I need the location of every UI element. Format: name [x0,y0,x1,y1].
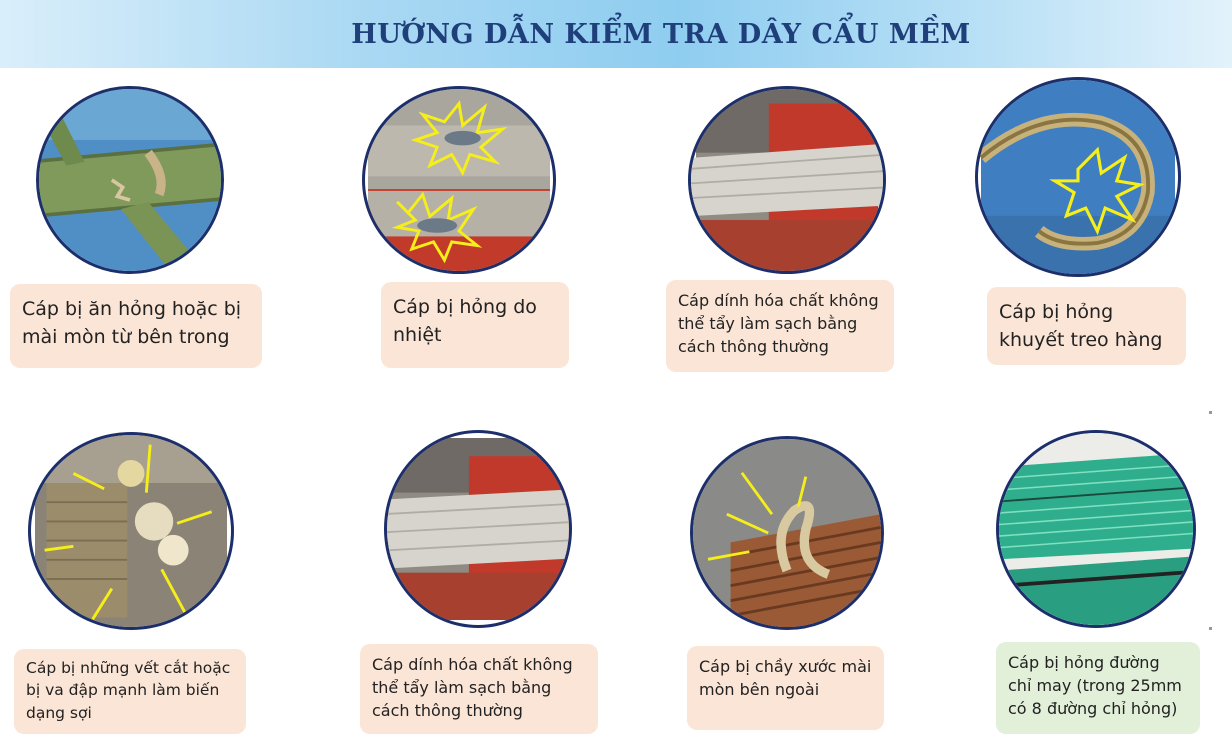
photo-heat-damaged [362,86,556,274]
photo-cut-frayed [28,432,234,630]
decor-dot [1209,627,1212,630]
eye-loop-illustration [978,80,1178,274]
chemical-sling-illustration-2 [387,433,569,625]
caption-cut-frayed: Cáp bị những vết cắt hoặc bị va đập mạnh làm biến dạng sợi [14,649,246,734]
caption-abraded: Cáp bị chầy xước mài mòn bên ngoài [687,646,884,730]
caption-eye-loop: Cáp bị hỏng khuyết treo hàng [987,287,1186,365]
caption-stitching: Cáp bị hỏng đường chỉ may (trong 25mm có 8 đường chỉ hỏng) [996,642,1200,734]
caption-chemical: Cáp dính hóa chất không thể tẩy làm sạch bằng cách thông thường [666,280,894,372]
cut-frayed-illustration [31,435,231,627]
caption-worn-inside: Cáp bị ăn hỏng hoặc bị mài mòn từ bên trong [10,284,262,368]
photo-stitching [996,430,1196,628]
worn-sling-illustration [39,89,221,271]
decor-dot [1209,411,1212,414]
photo-chemical [688,86,886,274]
photo-worn-inside [36,86,224,274]
title-banner [0,0,1232,68]
stitching-sling-illustration [999,433,1193,625]
photo-eye-loop [975,77,1181,277]
caption-heat-damaged: Cáp bị hỏng do nhiệt [381,282,569,368]
photo-abraded [690,436,884,630]
chemical-sling-illustration [691,89,883,271]
page-title: HƯỚNG DẪN KIỂM TRA DÂY CẨU MỀM [351,18,971,50]
caption-chemical-2: Cáp dính hóa chất không thể tẩy làm sạch bằng cách thông thường [360,644,598,734]
heat-damaged-illustration [365,89,553,271]
abraded-sling-illustration [693,439,881,627]
photo-chemical-2 [384,430,572,628]
